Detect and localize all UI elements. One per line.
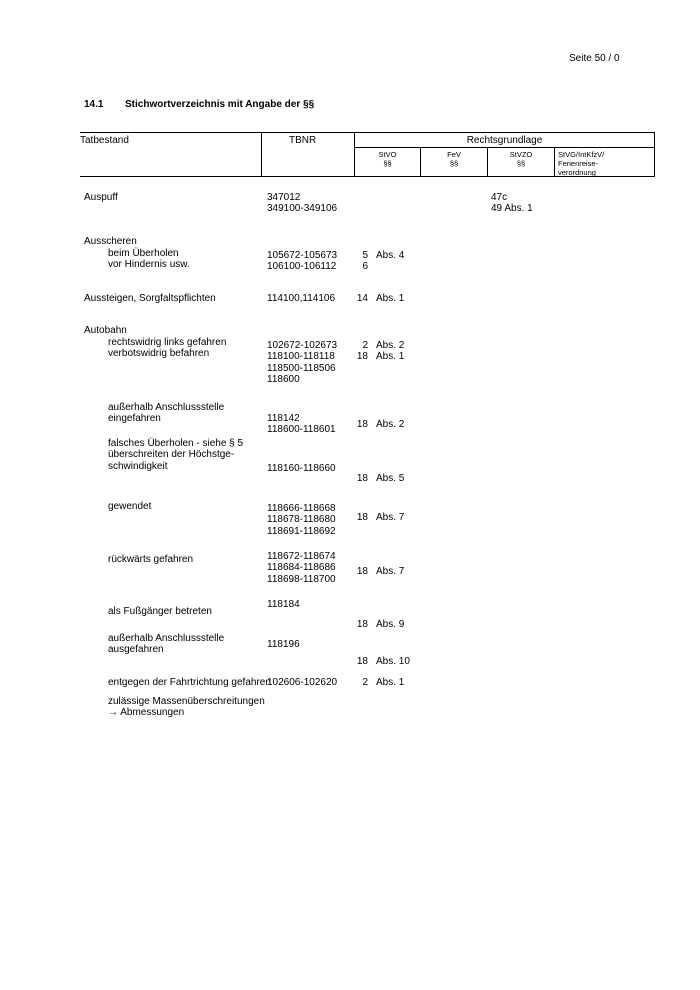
tbnr-autobahn-g3: 118160-118660 [267, 463, 336, 474]
header-fev: FeV §§ [447, 150, 461, 168]
tbnr-aussteigen: 114100,114106 [267, 293, 336, 304]
tbnr-autobahn-g7: 118196 [267, 639, 300, 650]
sub-autobahn-g7: außerhalb Anschlussstelle ausgefahren [108, 633, 225, 656]
col-divider-stvzo [554, 147, 555, 176]
stvo-num-autobahn-g8: 2 [362, 677, 368, 688]
sub-ausscheren: beim Überholen vor Hindernis usw. [108, 248, 190, 271]
stvo-abs-autobahn-g2: Abs. 2 [376, 419, 405, 430]
stvo-num-autobahn-g2: 18 [356, 419, 368, 430]
tbnr-autobahn-g1: 102672-102673 118100-118118 118500-118506 118600 [267, 340, 338, 385]
stvo-num-autobahn-g6: 18 [356, 619, 368, 630]
entry-label-ausscheren: Ausscheren [84, 236, 137, 247]
sub-autobahn-g9: zulässige Massenüberschreitungen → Abmessungen [108, 696, 265, 719]
stvo-abs-ausscheren: Abs. 4 [376, 250, 405, 261]
stvo-abs-autobahn-g7: Abs. 10 [376, 656, 410, 667]
stvo-abs-aussteigen: Abs. 1 [376, 293, 405, 304]
page-number: Seite 50 / 0 [569, 53, 620, 64]
entry-label-autobahn: Autobahn [84, 325, 127, 336]
stvo-abs-autobahn-g6: Abs. 9 [376, 619, 405, 630]
sub-autobahn-g6: als Fußgänger betreten [108, 606, 212, 617]
section-title: Stichwortverzeichnis mit Angabe der §§ [125, 99, 315, 110]
entry-label-aussteigen: Aussteigen, Sorgfaltspflichten [84, 293, 216, 304]
stvo-num-autobahn-g1: 2 18 [356, 340, 368, 363]
stvo-num-autobahn-g4: 18 [356, 512, 368, 523]
tbnr-ausscheren: 105672-105673 106100-106112 [267, 250, 338, 273]
stvo-num-ausscheren: 5 6 [362, 250, 368, 273]
stvo-abs-autobahn-g8: Abs. 1 [376, 677, 405, 688]
tbnr-autobahn-g6: 118184 [267, 599, 300, 610]
sub-autobahn-g4: gewendet [108, 501, 152, 512]
stvzo-auspuff: 47c 49 Abs. 1 [491, 192, 533, 215]
sub-autobahn-g1: rechtswidrig links gefahren verbotswidrig befahren [108, 337, 227, 360]
stvo-num-autobahn-g5: 18 [356, 566, 368, 577]
sub-autobahn-g2: außerhalb Anschlussstelle eingefahren [108, 402, 225, 425]
header-stvg: StVG/IntKfzV/ Ferienreise- verordnung [558, 150, 605, 177]
stvo-abs-autobahn-g5: Abs. 7 [376, 566, 405, 577]
tbnr-autobahn-g5: 118672-118674 118684-118686 118698-118700 [267, 551, 336, 585]
section-number: 14.1 [84, 99, 104, 110]
stvo-num-autobahn-g7: 18 [356, 656, 368, 667]
header-tatbestand: Tatbestand [80, 135, 129, 146]
table-top-border [80, 132, 655, 133]
tbnr-autobahn-g8: 102606-102620 [267, 677, 338, 688]
header-stvo: StVO §§ [378, 150, 397, 168]
header-stvzo: StVZO §§ [509, 150, 533, 168]
tbnr-auspuff: 347012 349100-349106 [267, 192, 338, 215]
stvo-abs-autobahn-g4: Abs. 7 [376, 512, 405, 523]
stvo-num-autobahn-g3: 18 [356, 473, 368, 484]
stvo-num-aussteigen: 14 [356, 293, 368, 304]
sub-autobahn-g3: falsches Überholen - siehe § 5 überschreiten der Höchstge- schwindigkeit [108, 438, 244, 472]
tbnr-autobahn-g4: 118666-118668 118678-118680 118691-118692 [267, 503, 336, 537]
col-divider-tatbestand [261, 132, 262, 176]
header-tbnr: TBNR [289, 135, 317, 146]
entry-label-auspuff: Auspuff [84, 192, 118, 203]
sub-autobahn-g8: entgegen der Fahrtrichtung gefahren [108, 677, 271, 688]
stvo-abs-autobahn-g3: Abs. 5 [376, 473, 405, 484]
stvo-abs-autobahn-g1: Abs. 2 Abs. 1 [376, 340, 405, 363]
tbnr-autobahn-g2: 118142 118600-118601 [267, 413, 336, 436]
sub-autobahn-g5: rückwärts gefahren [108, 554, 194, 565]
header-rechtsgrundlage: Rechtsgrundlage [466, 135, 543, 146]
rechtsgrundlage-divider [354, 147, 655, 148]
